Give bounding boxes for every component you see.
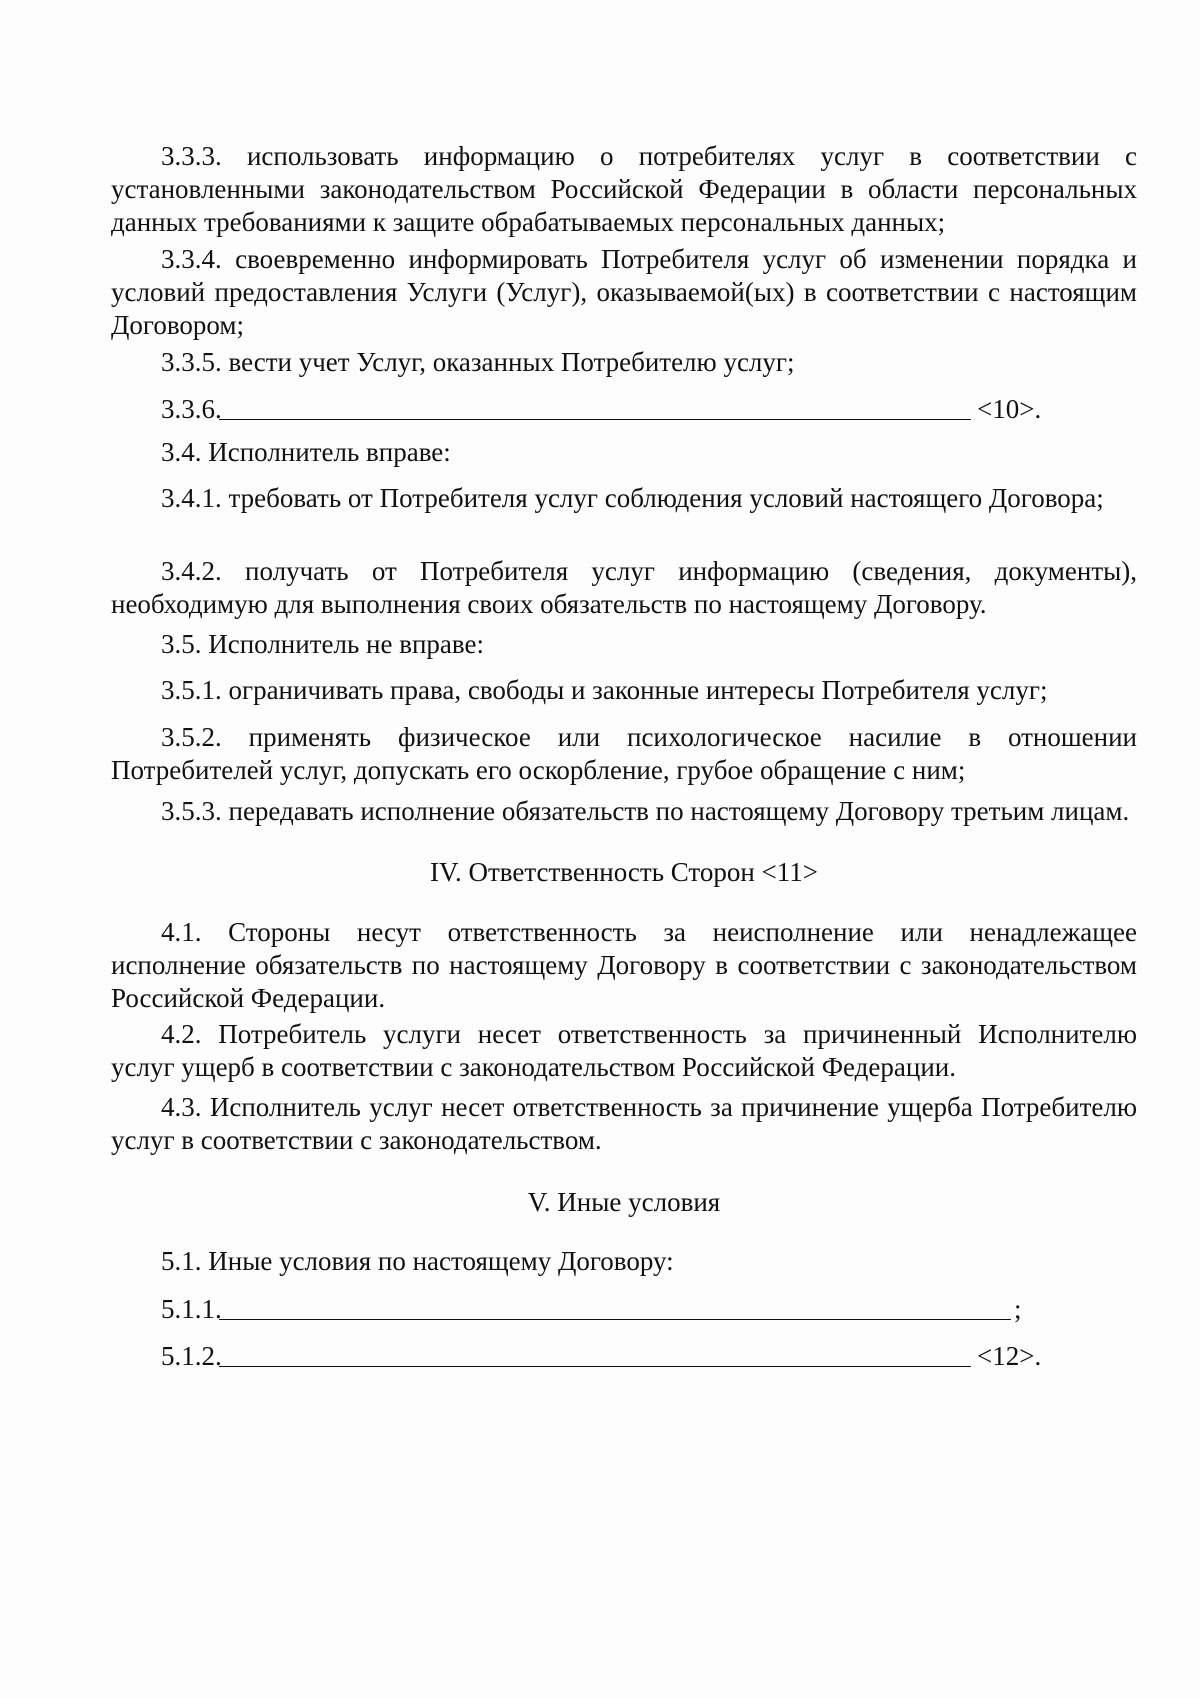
fill-in-line (219, 419, 971, 420)
clause-4-1: 4.1. Стороны несут ответственность за неисполнение или ненадлежащее исполнение обязательств по настоящему Договору в соответствии с законодательством Российской Федерации. (111, 917, 1137, 1013)
footnote-ref-12: <12>. (977, 1341, 1042, 1371)
clause-3-5-1: 3.5.1. ограничивать права, свободы и законные интересы Потребителя услуг; (161, 675, 1048, 705)
section-heading-iv: IV. Ответственность Сторон <11> (429, 857, 819, 887)
clause-5-1-2-number: 5.1.2. (161, 1341, 222, 1371)
clause-3-5-3: 3.5.3. передавать исполнение обязательств по настоящему Договору третьим лицам. (161, 796, 1130, 826)
clause-3-4: 3.4. Исполнитель вправе: (161, 437, 451, 467)
clause-3-3-6-number: 3.3.6. (161, 394, 222, 424)
clause-4-3: 4.3. Исполнитель услуг несет ответственность за причинение ущерба Потребителю услуг в соответствии с законодательством. (111, 1092, 1137, 1155)
clause-4-2: 4.2. Потребитель услуги несет ответственность за причиненный Исполнителю услуг ущерб в соответствии с законодательством Российской Федерации. (111, 1019, 1137, 1082)
clause-5-1: 5.1. Иные условия по настоящему Договору: (161, 1246, 674, 1276)
footnote-ref-10: <10>. (977, 394, 1042, 424)
clause-3-3-3: 3.3.3. использовать информацию о потребителях услуг в соответствии с установленными законодательством Российской Федерации в области персональных данных требованиями к защите обрабатываемых персональных данных; (111, 141, 1137, 237)
fill-in-line (219, 1366, 971, 1367)
clause-3-4-2: 3.4.2. получать от Потребителя услуг информацию (сведения, документы), необходимую для выполнения своих обязательств по настоящему Договору. (111, 556, 1137, 619)
clause-5-1-2 (111, 1340, 1137, 1373)
fill-in-line (219, 1319, 1011, 1320)
clause-3-3-5: 3.3.5. вести учет Услуг, оказанных Потребителю услуг; (161, 347, 795, 377)
clause-3-4-1: 3.4.1. требовать от Потребителя услуг соблюдения условий настоящего Договора; (161, 483, 1104, 513)
clause-5-1-1-semicolon: ; (1014, 1294, 1022, 1324)
clause-3-5-2: 3.5.2. применять физическое или психологическое насилие в отношении Потребителей услуг, допускать его оскорбление, грубое обращение с ним; (111, 722, 1137, 785)
clause-3-3-6 (111, 393, 1137, 426)
clause-5-1-1 (111, 1293, 1137, 1326)
clause-5-1-1-number: 5.1.1. (161, 1294, 222, 1324)
section-heading-v: V. Иные условия (527, 1187, 721, 1217)
clause-3-3-4: 3.3.4. своевременно информировать Потребителя услуг об изменении порядка и условий предоставления Услуги (Услуг), оказываемой(ых) в соответствии с настоящим Договором; (111, 244, 1137, 340)
clause-3-5: 3.5. Исполнитель не вправе: (161, 629, 484, 659)
